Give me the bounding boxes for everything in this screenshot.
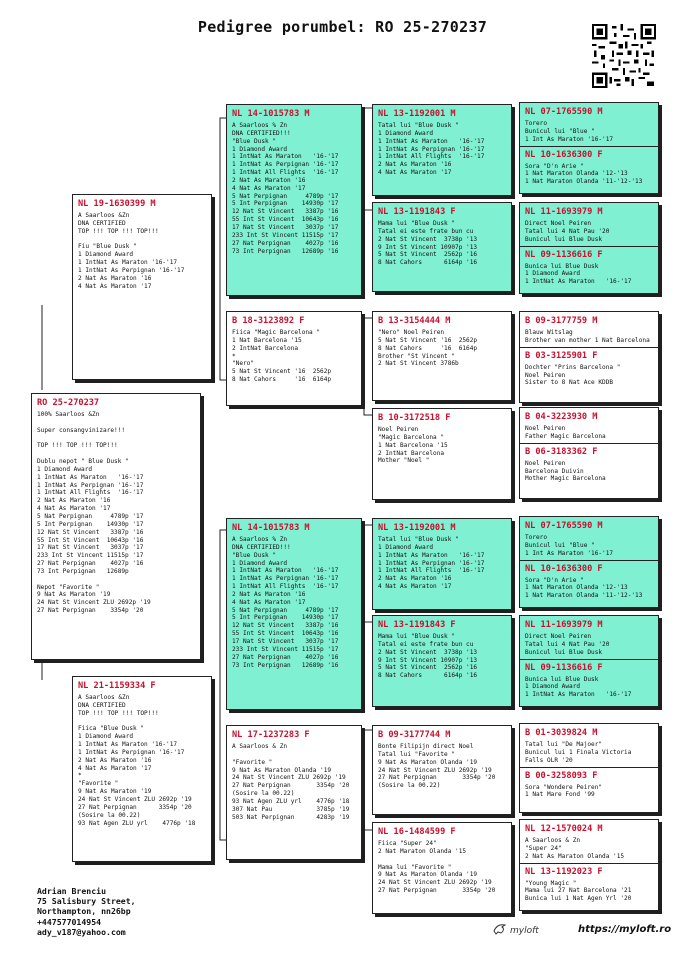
note-line: Bunica lui Blue Dusk xyxy=(525,675,599,683)
note-line: 1 Diamond Award xyxy=(232,145,288,153)
note-line: "Young Magic " xyxy=(525,879,577,887)
note-line: 8 Nat Cahors 6164p '16 xyxy=(378,672,478,680)
note-line: 1 Nat Mare Fond '99 xyxy=(525,791,595,799)
note-line xyxy=(37,435,196,443)
grandparent-notes xyxy=(232,743,357,821)
note-line: Fiica "Super 24" xyxy=(378,840,437,847)
owner-contact xyxy=(37,886,136,937)
great-grandparent-notes xyxy=(378,840,507,895)
note-line: 1 IntNat As Perpignan '16-'17 xyxy=(232,575,339,583)
note-line: Torero xyxy=(525,534,548,541)
note-line: Tatal lui 4 Nat Pau '20 xyxy=(525,640,610,648)
note-line: 4 Nat As Maraton '17 xyxy=(378,169,452,177)
note-line: 2 Nat As Maraton '16 xyxy=(378,575,452,583)
gen5-ring: NL 11-1693979 M xyxy=(525,620,603,630)
great-grandparent-notes xyxy=(378,426,507,465)
note-line: 1 Nat Barcelona '15 xyxy=(378,441,448,449)
gen5-ring: B 04-3223930 M xyxy=(525,412,598,422)
note-line: 2 Nat St Vincent 3786b xyxy=(378,360,459,368)
note-line: DNA CERTIFIED!!! xyxy=(232,543,291,551)
note-line: 2 IntNat Barcelona xyxy=(232,344,299,352)
note-line: 1 Diamond Award xyxy=(37,465,93,473)
gen5-notes xyxy=(525,364,654,388)
gen5-ring: B 01-3039824 M xyxy=(525,728,598,738)
note-line: Mama lui "Blue Dusk " xyxy=(378,220,456,227)
note-line: 5 Nat St Vincent '16 2562p xyxy=(232,368,332,376)
note-line: 8 Nat Cahors '16 6164p xyxy=(232,376,332,384)
subject-pigeon-card xyxy=(31,393,201,660)
subject-notes xyxy=(37,411,196,615)
gen5-card-7 xyxy=(519,723,659,813)
great-grandparent-card-4 xyxy=(372,408,512,500)
great-grandparent-notes xyxy=(378,633,507,680)
note-line: "Blue Dusk " xyxy=(232,137,277,145)
note-line: 1 IntNat As Maraton '16-'17 xyxy=(525,278,632,286)
sire-card xyxy=(72,194,212,380)
note-line: 2 Nat St Vincent 3738p '13 xyxy=(378,648,478,656)
note-line: Mother "Noel " xyxy=(378,457,430,465)
note-line: 4 Nat As Maraton '17 xyxy=(232,598,306,606)
note-line: A Saarloos & Zn xyxy=(232,743,288,750)
note-line: 27 Nat Perpignan 3354p '20 xyxy=(78,803,192,811)
note-line: 1 IntNat As Maraton '16-'17 xyxy=(78,259,178,267)
note-line: 1 Nat Maraton Olanda '12-'13 xyxy=(525,170,628,178)
note-line: Bunicul lui "Blue " xyxy=(525,127,595,135)
great-grandparent-notes xyxy=(378,329,507,368)
gen5-notes xyxy=(525,163,654,187)
note-line: 24 Nat St Vincent ZLU 2692p '19 xyxy=(378,879,492,887)
pigeon-logo-icon xyxy=(492,920,508,936)
grandparent-card-2 xyxy=(226,311,362,406)
note-line: 233 Int St Vincent 11515p '17 xyxy=(232,645,339,653)
note-line: Tatal ei este frate bun cu xyxy=(378,640,474,648)
note-line: 24 Nat St Vincent ZLU 2692p '19 xyxy=(232,774,346,782)
gen5-notes xyxy=(525,633,654,657)
note-line: 1 IntNat As Maraton '16-'17 xyxy=(232,153,339,161)
great-grandparent-ring: NL 13-1192001 M xyxy=(378,109,456,119)
note-line: 24 Nat St Vincent ZLU 2692p '19 xyxy=(37,599,151,607)
note-line: 1 Diamond Award xyxy=(525,683,581,691)
note-line: Brother van mother 1 Nat Barcelona xyxy=(525,336,650,344)
note-line: Blauw Witslag xyxy=(525,329,573,336)
note-line: 4 Nat As Maraton '17 xyxy=(78,764,152,772)
note-line: * xyxy=(232,352,236,360)
note-line: 17 Nat St Vincent 3037p '17 xyxy=(232,223,339,231)
grandparent-ring: NL 17-1237283 F xyxy=(232,730,310,740)
gen5-ring: B 09-3177759 M xyxy=(525,316,598,326)
note-line: TOP !!! TOP !!! TOP!!! xyxy=(37,442,118,450)
note-line: 1 IntNat All Flights '16-'17 xyxy=(232,169,339,177)
great-grandparent-notes xyxy=(378,743,507,790)
note-line: Bunica lui Blue Dusk xyxy=(525,262,599,270)
note-line: 1 Nat Maraton Olanda '11-'12-'13 xyxy=(525,178,643,186)
note-line: 9 Int St Vincent 10907p '13 xyxy=(378,656,478,664)
note-line: Torero xyxy=(525,120,548,127)
gen5-ring: NL 07-1765590 M xyxy=(525,521,603,531)
note-line: 5 Nat Perpignan 4789p '17 xyxy=(232,192,339,200)
note-line: 1 IntNat As Maraton '16-'17 xyxy=(378,551,485,559)
great-grandparent-card-5 xyxy=(372,518,512,610)
note-line: Bunicul lui "Blue " xyxy=(525,541,595,549)
great-grandparent-ring: B 09-3177744 M xyxy=(378,730,451,740)
note-line: Noel Peiren xyxy=(525,459,566,467)
note-line: Tatal lui "Favorite " xyxy=(378,750,456,758)
gen5-card-3 xyxy=(519,311,659,403)
note-line: A Saarloos % Zn xyxy=(232,122,288,129)
note-line: A Saarloos &Zn xyxy=(78,694,130,701)
note-line: 307 Nat Pau 3785p '19 xyxy=(232,805,350,813)
great-grandparent-ring: B 13-3154444 M xyxy=(378,316,451,326)
great-grandparent-notes xyxy=(378,536,507,591)
note-line: 5 Nat St Vincent 2562p '16 xyxy=(378,664,478,672)
great-grandparent-card-8 xyxy=(372,822,512,914)
note-line: 8 Nat Cahors '16 6164p xyxy=(378,344,478,352)
note-line: 1 Int As Maraton '16-'17 xyxy=(525,135,614,143)
gen5-card-8 xyxy=(519,819,659,911)
note-line: 27 Nat Perpignan 3354p '20 xyxy=(37,607,144,615)
note-line: 24 Nat St Vincent ZLU 2692p '19 xyxy=(378,766,492,774)
note-line: "Favorite " xyxy=(78,780,119,788)
note-line: 27 Nat Perpignan 4027p '16 xyxy=(232,653,339,661)
note-line: 2 Nat St Vincent 3738p '13 xyxy=(378,235,478,243)
note-line: Tatal lui "De Majoer" xyxy=(525,741,603,748)
gen5-notes xyxy=(525,784,654,800)
note-line: (Sosire la 00.22) xyxy=(232,790,295,798)
note-line: 1 Diamond Award xyxy=(78,733,134,741)
note-line: 9 Int St Vincent 10907p '13 xyxy=(378,243,478,251)
dam-card xyxy=(72,676,212,862)
note-line: 2 Nat Maraton Olanda '15 xyxy=(378,847,467,855)
note-line: Tatal ei este frate bun cu xyxy=(378,227,474,235)
note-line: Dublu nepot " Blue Dusk " xyxy=(37,458,129,466)
subject-ring: RO 25-270237 xyxy=(37,398,100,408)
owner-phone: +447577014954 xyxy=(37,916,102,927)
great-grandparent-notes xyxy=(378,220,507,267)
website-link[interactable]: https://myloft.ro xyxy=(578,924,672,935)
grandparent-notes xyxy=(232,329,357,384)
note-line: 5 Nat Perpignan 4789p '17 xyxy=(37,512,144,520)
great-grandparent-card-3 xyxy=(372,311,512,401)
gen5-notes xyxy=(525,577,654,601)
note-line: 1 Diamond Award xyxy=(232,559,288,567)
great-grandparent-card-7 xyxy=(372,725,512,815)
gen5-card-6 xyxy=(519,615,659,707)
note-line: 93 Nat Agen ZLU yrl 4776p '18 xyxy=(78,819,196,827)
note-line: Fiica "Blue Dusk " xyxy=(78,725,145,733)
gen5-notes xyxy=(525,741,654,765)
note-line: 93 Nat Agen ZLU yrl 4776p '18 xyxy=(232,797,350,805)
note-line: 5 Nat St Vincent '16 2562p xyxy=(378,336,478,344)
note-line: 1 IntNat As Maraton '16-'17 xyxy=(232,567,339,575)
note-line: 27 Nat Perpignan 3354p '20 xyxy=(378,887,496,895)
note-line: Nepot "Favorite " xyxy=(37,583,100,591)
note-line: A Saarloos &Zn xyxy=(78,212,130,219)
note-line xyxy=(37,576,196,584)
great-grandparent-ring: B 10-3172518 F xyxy=(378,413,451,423)
grandparent-notes xyxy=(232,122,357,255)
note-line: 1 Diamond Award xyxy=(525,270,581,278)
gen5-card-2 xyxy=(519,202,659,294)
owner-email[interactable]: ady_v187@yahoo.com xyxy=(37,926,126,937)
gen5-ring: NL 09-1136616 F xyxy=(525,249,603,260)
brand-name: myloft xyxy=(510,926,539,936)
note-line: Mama lui 27 Nat Barcelona '21 xyxy=(525,887,632,895)
note-line: 1 IntNat As Perpignan '16-'17 xyxy=(37,481,144,489)
sire-ring: NL 19-1630399 M xyxy=(78,199,156,209)
note-line: * xyxy=(78,772,82,780)
gen5-ring: B 03-3125901 F xyxy=(525,350,598,361)
note-line: "Super 24" xyxy=(525,844,562,852)
note-line: A Saarloos % Zn xyxy=(232,536,288,543)
note-line: 55 Int St Vincent 10643p '16 xyxy=(232,630,339,638)
note-line: 73 Int Perpignan 12689p xyxy=(37,567,129,575)
grandparent-ring: NL 14-1015783 M xyxy=(232,523,310,533)
note-line: 17 Nat St Vincent 3037p '17 xyxy=(232,637,339,645)
note-line xyxy=(78,718,207,726)
note-line: 1 IntNat As Maraton '16-'17 xyxy=(37,473,144,481)
note-line: Sora "Wondere Peiren" xyxy=(525,783,603,791)
note-line: 2 Nat As Maraton '16 xyxy=(378,161,452,169)
note-line: 233 Int St Vincent 11515p '17 xyxy=(232,231,339,239)
note-line: 4 Nat As Maraton '17 xyxy=(37,505,111,513)
gen5-card-4 xyxy=(519,407,659,499)
note-line xyxy=(378,856,507,864)
gen5-notes xyxy=(525,837,654,861)
note-line: "Magic Barcelona " xyxy=(378,433,445,441)
note-line: 17 Nat St Vincent 3037p '17 xyxy=(37,544,144,552)
note-line xyxy=(232,751,357,759)
note-line: 9 Nat As Maraton Olanda '19 xyxy=(232,766,332,774)
note-line: 1 IntNat As Perpignan '16-'17 xyxy=(378,145,485,153)
gen5-notes xyxy=(525,460,654,484)
note-line: Noel Peiren xyxy=(378,426,419,433)
note-line: Barcelona Duivin xyxy=(525,467,584,475)
gen5-card-1 xyxy=(519,102,659,194)
note-line: 5 Int Perpignan 14930p '17 xyxy=(232,200,339,208)
note-line: Bunicul lui Blue Dusk xyxy=(525,235,603,243)
note-line xyxy=(78,236,207,244)
gen5-ring: NL 10-1636300 F xyxy=(525,149,603,160)
note-line: 1 Diamond Award xyxy=(378,129,434,137)
note-line: Tatal lui "Blue Dusk " xyxy=(378,122,459,129)
gen5-ring: NL 07-1765590 M xyxy=(525,107,603,117)
note-line: 73 Int Perpignan 12689p '16 xyxy=(232,247,339,255)
note-line: 1 IntNat As Perpignan '16-'17 xyxy=(378,559,485,567)
note-line: "Favorite " xyxy=(232,758,273,766)
note-line: 2 Nat As Maraton '16 xyxy=(232,590,306,598)
note-line: Bunicul lui 1 Finala Victoria xyxy=(525,748,632,756)
gen5-notes xyxy=(525,329,654,345)
gen5-ring: NL 10-1636300 F xyxy=(525,563,603,574)
dam-ring: NL 21-1159334 F xyxy=(78,681,156,691)
note-line: Mama lui "Favorite " xyxy=(378,863,452,871)
note-line: Mother Magic Barcelona xyxy=(525,475,606,483)
note-line: 1 IntNat All Flights '16-'17 xyxy=(378,153,485,161)
note-line: (Sosire la 00.22) xyxy=(378,782,441,790)
note-line: 5 Nat Perpignan 4789p '17 xyxy=(232,606,339,614)
note-line: 1 IntNat As Perpignan '16-'17 xyxy=(232,161,339,169)
note-line: Sora "D'n Arie " xyxy=(525,576,584,584)
gen5-notes xyxy=(525,676,654,700)
great-grandparent-ring: NL 13-1191843 F xyxy=(378,207,456,217)
note-line: Falls OLR '20 xyxy=(525,756,573,764)
note-line: 1 IntNat As Perpignan '16-'17 xyxy=(78,748,185,756)
note-line: "Nero" xyxy=(232,360,255,368)
note-line: 12 Nat St Vincent 3387p '16 xyxy=(232,208,339,216)
owner-city: Northampton, nn26bp xyxy=(37,906,131,917)
gen5-notes xyxy=(525,880,654,904)
note-line: 27 Nat Perpignan 4027p '16 xyxy=(37,560,144,568)
note-line: 8 Nat Cahors 6164p '16 xyxy=(378,259,478,267)
note-line: Sora "D'n Arie " xyxy=(525,162,584,170)
grandparent-ring: B 18-3123892 F xyxy=(232,316,305,326)
note-line: Direct Noel Peiren xyxy=(525,633,592,640)
great-grandparent-card-1 xyxy=(372,104,512,196)
note-line: 9 Nat As Maraton '19 xyxy=(78,788,152,796)
note-line: 9 Nat As Maraton Olanda '19 xyxy=(378,871,478,879)
note-line: Sister to 8 Nat Ace KDDB xyxy=(525,379,614,387)
note-line: 55 Int St Vincent 10643p '16 xyxy=(37,536,144,544)
note-line: Mama lui "Blue Dusk " xyxy=(378,633,456,640)
note-line: 27 Nat Perpignan 3354p '20 xyxy=(232,782,350,790)
note-line: DNA CERTIFIED xyxy=(78,219,126,227)
owner-street: 75 Salisbury Street, xyxy=(37,896,136,907)
note-line: 4 Nat As Maraton '17 xyxy=(78,282,152,290)
note-line: 1 Int As Maraton '16-'17 xyxy=(525,549,614,557)
gen5-notes xyxy=(525,220,654,244)
note-line: 100% Saarloos &Zn xyxy=(37,411,100,418)
note-line: 27 Nat Perpignan 4027p '16 xyxy=(232,239,339,247)
note-line: 4 Nat As Maraton '17 xyxy=(232,184,306,192)
note-line: 9 Nat As Maraton '19 xyxy=(37,591,111,599)
great-grandparent-ring: NL 13-1191843 F xyxy=(378,620,456,630)
note-line: 4 Nat As Maraton '17 xyxy=(378,583,452,591)
note-line: 55 Int St Vincent 10643p '16 xyxy=(232,216,339,224)
note-line: Noel Peiren xyxy=(525,425,566,432)
note-line: 12 Nat St Vincent 3387p '16 xyxy=(37,528,144,536)
page-title: Pedigree porumbel: RO 25-270237 xyxy=(197,18,488,36)
note-line: 9 Nat As Maraton Olanda '19 xyxy=(378,758,478,766)
grandparent-notes xyxy=(232,536,357,669)
note-line: Fiu "Blue Dusk " xyxy=(78,243,137,251)
note-line: "Blue Dusk " xyxy=(232,551,277,559)
note-line: 233 Int St Vincent 11515p '17 xyxy=(37,552,144,560)
note-line: 2 Nat As Maraton '16 xyxy=(78,274,152,282)
note-line xyxy=(37,419,196,427)
note-line: 1 Nat Maraton Olanda '12-'13 xyxy=(525,584,628,592)
note-line: Super consangvinizare!!! xyxy=(37,426,126,434)
note-line: 5 Nat St Vincent 2562p '16 xyxy=(378,251,478,259)
note-line: 73 Int Perpignan 12689p '16 xyxy=(232,661,339,669)
note-line: Noel Peiren xyxy=(525,371,566,379)
note-line: Bunica lui 1 Nat Agen Yrl '20 xyxy=(525,895,632,903)
note-line: "Nero" Noel Peiren xyxy=(378,329,445,336)
great-grandparent-ring: NL 13-1192001 M xyxy=(378,523,456,533)
note-line: 1 IntNat As Maraton '16-'17 xyxy=(378,137,485,145)
gen5-notes xyxy=(525,534,654,558)
gen5-notes xyxy=(525,263,654,287)
note-line: 2 IntNat Barcelona xyxy=(378,449,445,457)
great-grandparent-ring: NL 16-1484599 F xyxy=(378,827,456,837)
note-line: 1 IntNat All Flights '16-'17 xyxy=(378,567,485,575)
note-line: 12 Nat St Vincent 3387p '16 xyxy=(232,622,339,630)
note-line: 5 Int Perpignan 14930p '17 xyxy=(37,520,144,528)
note-line: 1 IntNat As Perpignan '16-'17 xyxy=(78,266,185,274)
note-line: 2 Nat As Maraton '16 xyxy=(37,497,111,505)
note-line: DNA CERTIFIED xyxy=(78,701,126,709)
note-line: 1 Nat Maraton Olanda '11-'12-'13 xyxy=(525,592,643,600)
note-line: 27 Nat Perpignan 3354p '20 xyxy=(378,774,496,782)
owner-name: Adrian Brenciu xyxy=(37,886,107,896)
note-line: 2 Nat As Maraton Olanda '15 xyxy=(525,852,625,860)
gen5-ring: NL 09-1136616 F xyxy=(525,662,603,673)
grandparent-card-1 xyxy=(226,104,362,296)
great-grandparent-card-2 xyxy=(372,202,512,292)
note-line: 1 IntNat As Maraton '16-'17 xyxy=(525,691,632,699)
note-line: Fiica "Magic Barcelona " xyxy=(232,329,321,336)
note-line: 1 IntNat All Flights '16-'17 xyxy=(232,583,339,591)
grandparent-ring: NL 14-1015783 M xyxy=(232,109,310,119)
note-line: Tatal lui 4 Nat Pau '20 xyxy=(525,227,610,235)
note-line: DNA CERTIFIED!!! xyxy=(232,129,291,137)
gen5-notes xyxy=(525,120,654,144)
gen5-ring: B 00-3258093 F xyxy=(525,770,598,781)
gen5-ring: NL 13-1192023 F xyxy=(525,866,603,877)
note-line: 1 Diamond Award xyxy=(378,543,434,551)
gen5-card-5 xyxy=(519,516,659,608)
gen5-ring: NL 11-1693979 M xyxy=(525,207,603,217)
grandparent-card-3 xyxy=(226,518,362,710)
dam-notes xyxy=(78,694,207,827)
note-line: 1 IntNat All Flights '16-'17 xyxy=(37,489,144,497)
note-line: 24 Nat St Vincent ZLU 2692p '19 xyxy=(78,795,192,803)
note-line: Direct Noel Peiren xyxy=(525,220,592,227)
note-line: Bonte Filipijn direct Noel xyxy=(378,743,474,750)
note-line: 503 Nat Perpignan 4283p '19 xyxy=(232,813,350,821)
note-line: (Sosire la 00.22) xyxy=(78,811,141,819)
note-line: 2 Nat As Maraton '16 xyxy=(78,756,152,764)
note-line: 5 Int Perpignan 14930p '17 xyxy=(232,614,339,622)
note-line: A Saarloos & Zn xyxy=(525,837,581,844)
gen5-ring: B 06-3183362 F xyxy=(525,446,598,457)
great-grandparent-card-6 xyxy=(372,615,512,707)
note-line: Father Magic Barcelona xyxy=(525,432,606,440)
note-line: Brother "St Vincent " xyxy=(378,352,456,360)
note-line: TOP !!! TOP !!! TOP!!! xyxy=(78,227,159,235)
note-line: Bunicul lui Blue Dusk xyxy=(525,648,603,656)
note-line: 2 Nat As Maraton '16 xyxy=(232,176,306,184)
gen5-notes xyxy=(525,425,654,441)
note-line: 1 Diamond Award xyxy=(78,251,134,259)
note-line: 1 IntNat As Maraton '16-'17 xyxy=(78,741,178,749)
note-line xyxy=(37,450,196,458)
great-grandparent-notes xyxy=(378,122,507,177)
note-line: 1 Nat Barcelona '15 xyxy=(232,336,302,344)
sire-notes xyxy=(78,212,207,290)
gen5-ring: NL 12-1570024 M xyxy=(525,824,603,834)
note-line: TOP !!! TOP !!! TOP!!! xyxy=(78,709,159,717)
grandparent-card-4 xyxy=(226,725,362,860)
note-line: Dochter "Prins Barcelona " xyxy=(525,363,621,371)
note-line: Tatal lui "Blue Dusk " xyxy=(378,536,459,543)
